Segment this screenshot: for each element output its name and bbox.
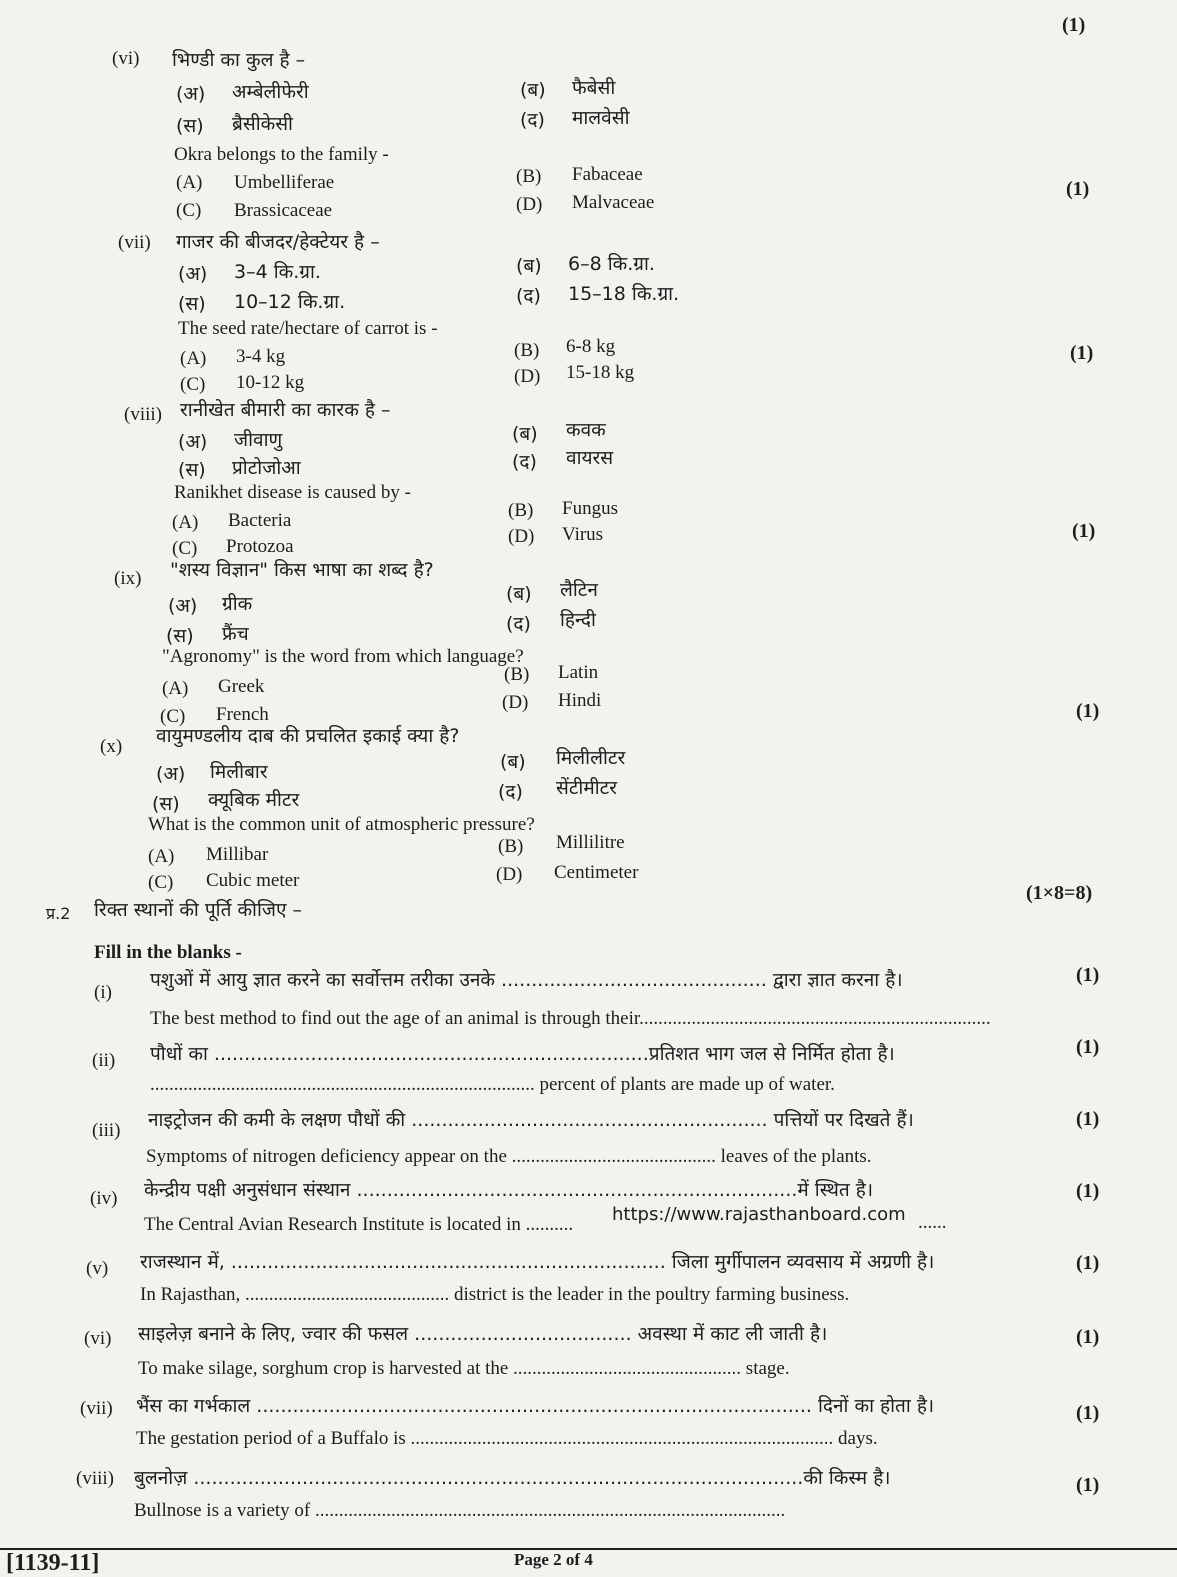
option-label: (C) [172, 538, 198, 559]
option-text: Fungus [562, 498, 618, 519]
option-text: 6-8 kg [566, 336, 616, 357]
item-text-en: Bullnose is a variety of ................................................................................................... [134, 1500, 786, 1521]
item-mark: (1) [1076, 1474, 1100, 1496]
option-label: (C) [176, 200, 202, 221]
item-text-hi: साइलेज़ बनाने के लिए, ज्वार की फसल .................................... अवस्था में काट ली जाती है। [138, 1323, 828, 1345]
option-label: (B) [516, 166, 542, 187]
question-mark: (1) [1066, 178, 1090, 200]
option-text: Brassicaceae [234, 200, 333, 221]
option-label: (अ) [178, 431, 208, 453]
question-number: (vi) [112, 48, 140, 69]
option-text: Virus [562, 524, 604, 545]
question-mark: (1) [1076, 700, 1100, 722]
item-number: (i) [94, 982, 112, 1003]
item-mark: (1) [1076, 1108, 1100, 1130]
option-text: अम्बेलीफेरी [232, 81, 309, 103]
item-number: (viii) [76, 1468, 114, 1489]
item-text-en: Symptoms of nitrogen deficiency appear on the ........................................... leaves of the plants. [146, 1146, 872, 1167]
option-label: (स) [178, 293, 206, 315]
option-label: (ब) [516, 255, 542, 277]
question-text-en: The seed rate/hectare of carrot is - [178, 318, 438, 339]
option-label: (D) [502, 692, 529, 713]
option-label: (स) [176, 115, 204, 137]
question-text-hi: रानीखेत बीमारी का कारक है – [180, 399, 391, 421]
question-text-en: "Agronomy" is the word from which language? [162, 646, 524, 667]
option-label: (द) [498, 781, 523, 803]
option-label: (A) [162, 678, 189, 699]
option-label: (ब) [520, 79, 546, 101]
option-text: लैटिन [560, 579, 598, 601]
page-number: Page 2 of 4 [514, 1550, 593, 1569]
option-text: 10-12 kg [236, 372, 305, 393]
option-text: क्यूबिक मीटर [208, 789, 300, 811]
option-text: 10–12 कि.ग्रा. [234, 291, 346, 313]
question-text-en: Okra belongs to the family - [174, 144, 389, 165]
question-number: (viii) [124, 404, 162, 425]
item-text-hi: राजस्थान में, ........................................................................ जिला मुर्गीपालन व्यवसाय में अग्रणी है। [140, 1251, 935, 1273]
option-label: (ब) [500, 751, 526, 773]
option-label: (द) [516, 285, 541, 307]
option-text: Protozoa [226, 536, 294, 557]
item-text-hi: नाइट्रोजन की कमी के लक्षण पौधों की ........................................................... पत्तियों पर दिखते हैं। [148, 1109, 914, 1131]
option-text: फ्रैंच [222, 623, 249, 645]
site-url-text: https://www.rajasthanboard.com [612, 1204, 906, 1225]
option-label: (द) [506, 613, 531, 635]
item-text-hi: भैंस का गर्भकाल ............................................................................................ दिनों का होता है। [136, 1395, 935, 1417]
blank-dots: ...... [918, 1212, 947, 1233]
option-text: Hindi [558, 690, 602, 711]
item-text-hi: पौधों का ........................................................................प्रतिशत भाग जल से निर्मित होता है। [150, 1043, 895, 1065]
option-label: (C) [160, 706, 186, 727]
option-text: 3–4 कि.ग्रा. [234, 261, 321, 283]
option-text: Greek [218, 676, 265, 697]
option-text: Cubic meter [206, 870, 300, 891]
question-number: (vii) [118, 232, 151, 253]
option-label: (B) [514, 340, 540, 361]
option-label: (स) [178, 459, 206, 481]
question-number: प्र.2 [46, 904, 71, 923]
item-number: (vii) [80, 1398, 113, 1419]
option-label: (ब) [512, 423, 538, 445]
option-text: वायरस [566, 447, 614, 469]
section-marks: (1×8=8) [1026, 882, 1093, 904]
option-label: (स) [152, 793, 180, 815]
question-text-hi: "शस्य विज्ञान" किस भाषा का शब्द है? [170, 559, 434, 581]
option-text: 15-18 kg [566, 362, 635, 383]
option-text: 6–8 कि.ग्रा. [568, 253, 655, 275]
option-text: मालवेसी [572, 107, 630, 129]
item-text-hi: केन्द्रीय पक्षी अनुसंधान संस्थान .........................................................................में स्थित है। [144, 1179, 874, 1201]
option-text: कवक [566, 419, 606, 441]
item-number: (v) [86, 1258, 109, 1279]
option-text: Millilitre [556, 832, 625, 853]
option-label: (स) [166, 625, 194, 647]
option-text: Bacteria [228, 510, 292, 531]
option-label: (B) [508, 500, 534, 521]
item-number: (iii) [92, 1120, 121, 1141]
option-label: (B) [504, 664, 530, 685]
option-label: (अ) [176, 83, 206, 105]
section-title-hi: रिक्त स्थानों की पूर्ति कीजिए – [94, 899, 303, 921]
option-text: हिन्दी [560, 609, 596, 631]
option-text: मिलीबार [210, 761, 268, 783]
option-text: प्रोटोजोआ [232, 457, 301, 479]
top-mark: (1) [1062, 14, 1086, 36]
option-label: (D) [508, 526, 535, 547]
option-text: Millibar [206, 844, 269, 865]
option-text: सेंटीमीटर [556, 777, 617, 799]
option-text: French [216, 704, 269, 725]
question-number: (ix) [114, 568, 142, 589]
option-text: Centimeter [554, 862, 639, 883]
option-label: (D) [516, 194, 543, 215]
item-mark: (1) [1076, 1402, 1100, 1424]
item-mark: (1) [1076, 964, 1100, 986]
item-mark: (1) [1076, 1252, 1100, 1274]
question-mark: (1) [1072, 520, 1096, 542]
option-text: 15–18 कि.ग्रा. [568, 283, 680, 305]
option-text: Latin [558, 662, 599, 683]
option-label: (अ) [168, 595, 198, 617]
option-text: जीवाणु [234, 429, 283, 451]
item-text-en: The best method to find out the age of an animal is through their.......................................................................... [150, 1008, 991, 1029]
option-text: मिलीलीटर [556, 747, 626, 769]
item-mark: (1) [1076, 1036, 1100, 1058]
option-text: Umbelliferae [234, 172, 335, 193]
option-label: (द) [512, 451, 537, 473]
item-mark: (1) [1076, 1180, 1100, 1202]
item-mark: (1) [1076, 1326, 1100, 1348]
item-text-en: ................................................................................. percent of plants are made up of water. [150, 1074, 835, 1095]
question-text-hi: भिण्डी का कुल है – [172, 49, 306, 71]
option-label: (अ) [156, 763, 186, 785]
option-text: ब्रैसीकेसी [232, 113, 293, 135]
option-label: (ब) [506, 583, 532, 605]
item-number: (iv) [90, 1188, 118, 1209]
option-label: (D) [514, 366, 541, 387]
option-label: (C) [148, 872, 174, 893]
option-label: (अ) [178, 263, 208, 285]
item-number: (ii) [92, 1050, 116, 1071]
option-text: फैबेसी [572, 77, 616, 99]
option-label: (A) [172, 512, 199, 533]
option-label: (B) [498, 836, 524, 857]
item-text-en: To make silage, sorghum crop is harvested at the ................................................ stage. [138, 1358, 790, 1379]
item-number: (vi) [84, 1328, 112, 1349]
option-label: (D) [496, 864, 523, 885]
option-text: 3-4 kg [236, 346, 286, 367]
option-label: (C) [180, 374, 206, 395]
question-text-en: What is the common unit of atmospheric pressure? [148, 814, 535, 835]
question-text-hi: गाजर की बीजदर/हेक्टेयर है – [176, 231, 380, 253]
option-label: (द) [520, 109, 545, 131]
item-text-en: In Rajasthan, ........................................... district is the leader in the poultry farming business. [140, 1284, 850, 1305]
question-mark: (1) [1070, 342, 1094, 364]
item-text-hi: बुलनोज़ .....................................................................................................की किस्म है। [134, 1467, 891, 1489]
option-text: ग्रीक [222, 593, 253, 615]
question-text-en: Ranikhet disease is caused by - [174, 482, 411, 503]
paper-code: [1139-11] [6, 1550, 100, 1576]
item-text-en: The Central Avian Research Institute is located in .......... [144, 1214, 574, 1235]
option-label: (A) [176, 172, 203, 193]
question-number: (x) [100, 736, 123, 757]
option-label: (A) [180, 348, 207, 369]
option-text: Malvaceae [572, 192, 655, 213]
item-text-hi: पशुओं में आयु ज्ञात करने का सर्वोत्तम तरीका उनके ............................................ द्वारा ज्ञात करना है। [150, 969, 903, 991]
option-label: (A) [148, 846, 175, 867]
question-text-hi: वायुमण्डलीय दाब की प्रचलित इकाई क्या है? [156, 725, 460, 747]
item-text-en: The gestation period of a Buffalo is ......................................................................................... days. [136, 1428, 878, 1449]
option-text: Fabaceae [572, 164, 643, 185]
section-title-en: Fill in the blanks - [94, 942, 242, 963]
